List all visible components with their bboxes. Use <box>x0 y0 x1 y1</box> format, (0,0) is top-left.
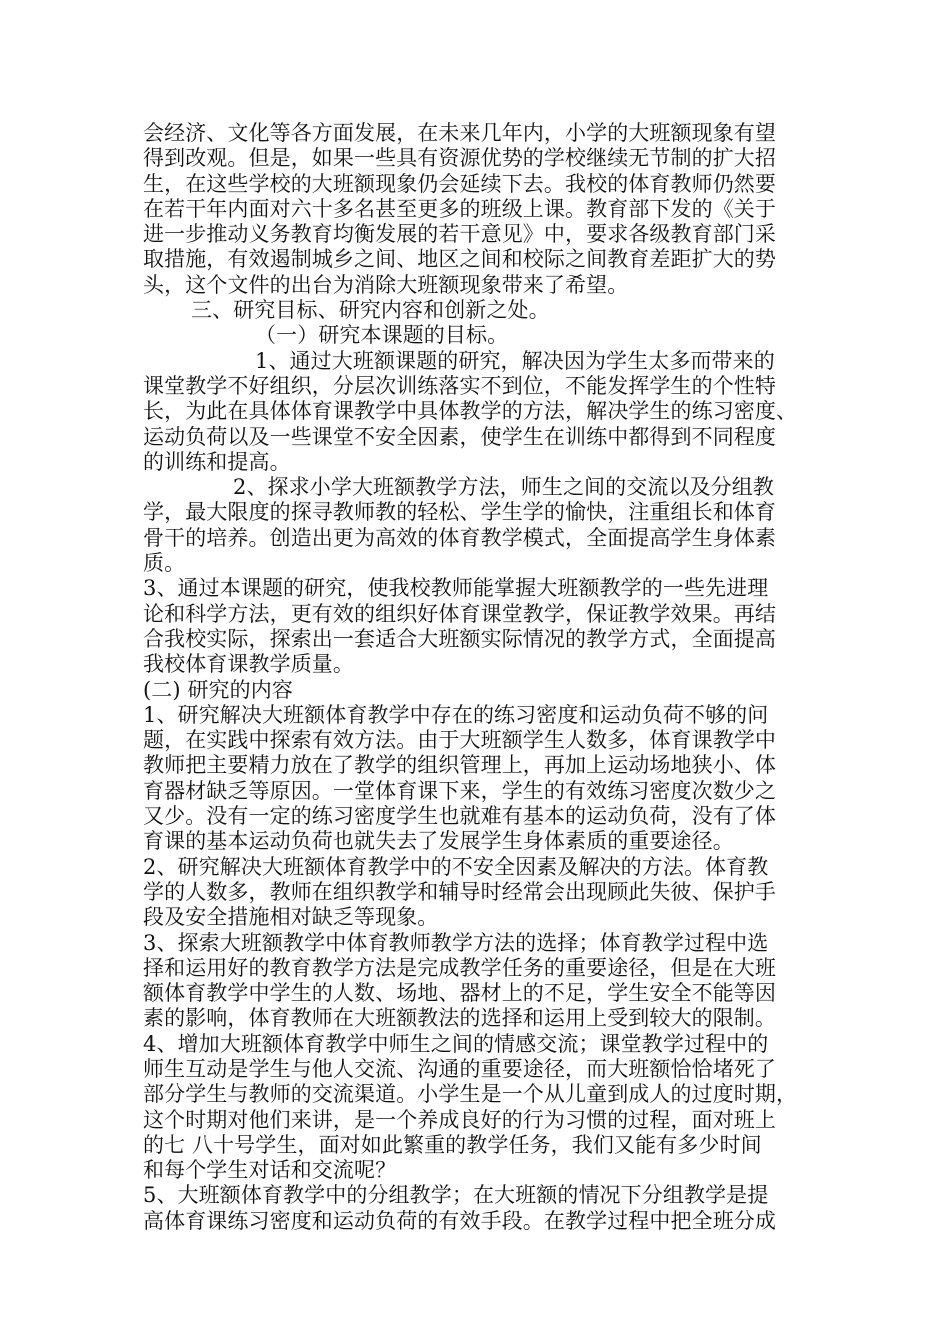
document-text-line: 额体育教学中学生的人数、场地、器材上的不足，学生安全不能等因 <box>143 981 776 1006</box>
document-text-line: 合我校实际，探索出一套适合大班额实际情况的教学方式，全面提高 <box>143 626 776 651</box>
document-text-line: 择和运用好的教育教学方法是完成教学任务的重要途径，但是在大班 <box>143 955 776 980</box>
document-text-line: 在若干年内面对六十多名甚至更多的班级上课。教育部下发的《关于 <box>143 196 776 221</box>
document-text-line: 1、通过大班额课题的研究，解决因为学生太多而带来的 <box>255 348 775 373</box>
document-text-line: 高体育课练习密度和运动负荷的有效手段。在教学过程中把全班分成 <box>143 1208 776 1233</box>
document-text-line: 和每个学生对话和交流呢？ <box>143 1158 397 1183</box>
document-text-line: 育器材缺乏等原因。一堂体育课下来，学生的有效练习密度次数少之 <box>143 778 776 803</box>
document-text-line: 骨干的培养。创造出更为高效的体育教学模式，全面提高学生身体素 <box>143 525 776 550</box>
document-text-line: 师生互动是学生与他人交流、沟通的重要途径，而大班额恰恰堵死了 <box>143 1056 776 1081</box>
document-text-line: 素的影响，体育教师在大班额教法的选择和运用上受到较大的限制。 <box>143 1006 776 1031</box>
document-text-line: (二) 研究的内容 <box>143 677 293 702</box>
document-text-line: 4、增加大班额体育教学中师生之间的情感交流；课堂教学过程中的 <box>143 1031 769 1056</box>
document-text-line: 我校体育课教学质量。 <box>143 652 354 677</box>
document-text-line: 头，这个文件的出台为消除大班额现象带来了希望。 <box>143 272 629 297</box>
document-text-line: 教师把主要精力放在了教学的组织管理上，再加上运动场地狭小、体 <box>143 753 776 778</box>
document-text-line: 这个时期对他们来讲，是一个养成良好的行为习惯的过程，面对班上 <box>143 1107 776 1132</box>
document-text-line: 又少。没有一定的练习密度学生也就难有基本的运动负荷，没有了体 <box>143 804 776 829</box>
document-text-line: 5、大班额体育教学中的分组教学；在大班额的情况下分组教学是提 <box>143 1183 769 1208</box>
document-text-line: 题，在实践中探索有效方法。由于大班额学生人数多，体育课教学中 <box>143 728 776 753</box>
document-text-line: 2、研究解决大班额体育教学中的不安全因素及解决的方法。体育教 <box>143 854 769 879</box>
document-text-line: 进一步推动义务教育均衡发展的若干意见》中，要求各级教育部门采 <box>143 222 776 247</box>
document-text-line: 1、研究解决大班额体育教学中存在的练习密度和运动负荷不够的问 <box>143 702 769 727</box>
document-text-line: 得到改观。但是，如果一些具有资源优势的学校继续无节制的扩大招 <box>143 146 776 171</box>
document-text-line: （一）研究本课题的目标。 <box>255 323 509 348</box>
document-text-line: 的七 八十号学生，面对如此繁重的教学任务，我们又能有多少时间 <box>143 1132 762 1157</box>
document-text-line: 部分学生与教师的交流渠道。小学生是一个从儿童到成人的过度时期， <box>143 1082 798 1107</box>
document-text-line: 3、探索大班额教学中体育教师教学方法的选择；体育教学过程中选 <box>143 930 769 955</box>
document-text-line: 3、通过本课题的研究，使我校教师能掌握大班额教学的一些先进理 <box>143 576 769 601</box>
document-text-line: 段及安全措施相对缺乏等现象。 <box>143 905 439 930</box>
document-text-line: 学的人数多，教师在组织教学和辅导时经常会出现顾此失彼、保护手 <box>143 879 776 904</box>
document-text-line: 运动负荷以及一些课堂不安全因素，使学生在训练中都得到不同程度 <box>143 424 776 449</box>
document-text-line: 会经济、文化等各方面发展，在未来几年内，小学的大班额现象有望 <box>143 121 776 145</box>
document-text-line: 三、研究目标、研究内容和创新之处。 <box>191 298 550 323</box>
document-text-line: 论和科学方法，更有效的组织好体育课堂教学，保证教学效果。再结 <box>143 601 776 626</box>
document-text-line: 2、探求小学大班额教学方法，师生之间的交流以及分组教 <box>233 475 774 500</box>
document-text-line: 的训练和提高。 <box>143 449 291 474</box>
document-text-line: 学，最大限度的探寻教师教的轻松、学生学的愉快，注重组长和体育 <box>143 500 776 525</box>
document-text-line: 长，为此在具体体育课教学中具体教学的方法，解决学生的练习密度、 <box>143 399 798 424</box>
document-text-line: 生，在这些学校的大班额现象仍会延续下去。我校的体育教师仍然要 <box>143 171 776 196</box>
document-text-line: 课堂教学不好组织，分层次训练落实不到位，不能发挥学生的个性特 <box>143 373 776 398</box>
document-text-line: 育课的基本运动负荷也就失去了发展学生身体素质的重要途径。 <box>143 829 734 854</box>
document-body-text <box>143 121 823 1234</box>
document-text-line: 质。 <box>143 551 186 576</box>
document-text-line: 取措施，有效遏制城乡之间、地区之间和校际之间教育差距扩大的势 <box>143 247 776 272</box>
